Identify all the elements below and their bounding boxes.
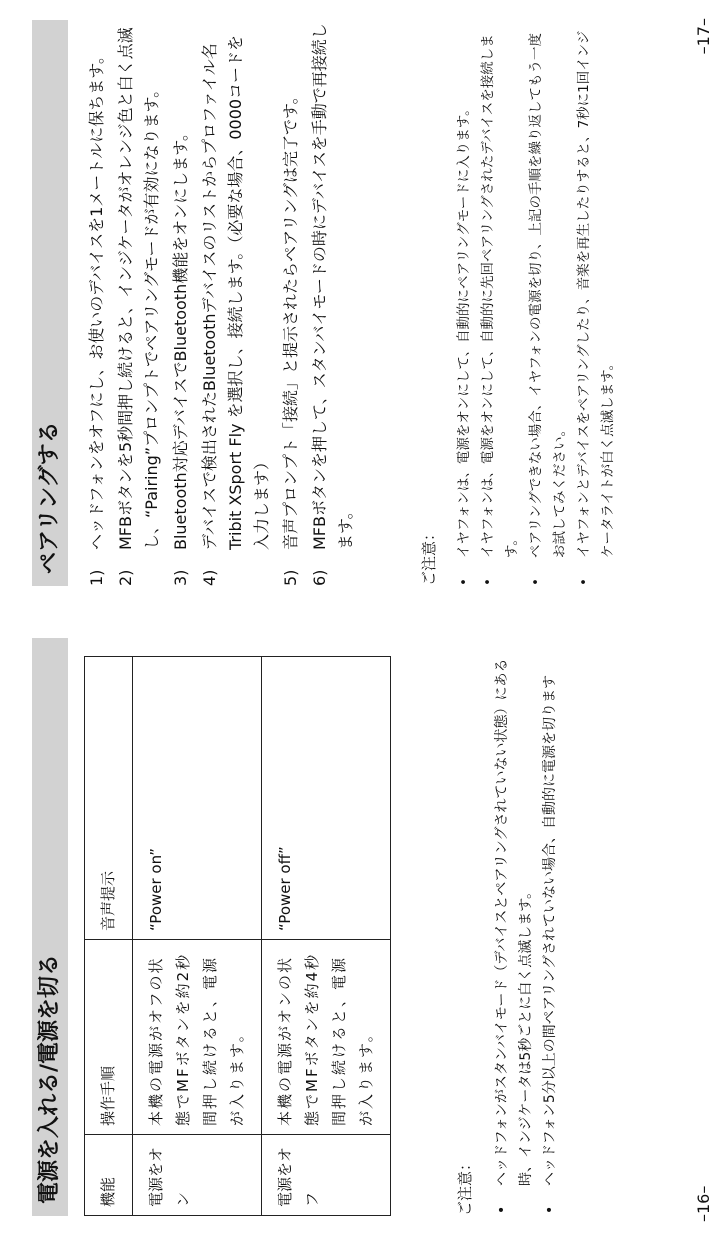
- cell-steps: 本機の電源がオフの状態でMFボタンを約2秒間押し続けると、電源が入ります。: [133, 940, 262, 1135]
- step-item: [307, 20, 359, 586]
- note-text: ペアリングできない場合、イヤフォンの電源を切り、上記の手順を繰り返してもう一度お試してみください。: [528, 32, 568, 558]
- table-row: [133, 657, 262, 1216]
- note-text: ヘッドフォンがスタンバイモード（デバイスとペアリングされていない状態）にある時、インジケータは5秒ごとに白く点滅します。: [494, 658, 534, 1186]
- page-17: [0, 0, 727, 616]
- bullet-icon: •: [542, 1205, 558, 1214]
- header-steps: 操作手順: [85, 940, 133, 1135]
- step-item: [84, 20, 110, 586]
- bullet-icon: •: [480, 578, 496, 586]
- note-item: [476, 28, 524, 588]
- page-16: [0, 616, 727, 1244]
- page-number: –17–: [694, 18, 713, 55]
- step-text: ヘッドフォンをオフにし、お使いのデバイスを1メートルに保ちます。: [87, 47, 106, 550]
- step-number: 2): [116, 569, 135, 586]
- bullet-icon: •: [494, 1205, 510, 1214]
- note-item: [538, 646, 562, 1216]
- section-title-power: 電源を入れる/電源を切る: [32, 638, 68, 1216]
- pairing-steps: [84, 20, 362, 586]
- note-heading: ご注意：: [456, 1155, 474, 1216]
- note-item: [524, 28, 572, 588]
- note-list: [490, 646, 562, 1216]
- step-text: MFBボタンを5秒間押し続けると、インジケータがオレンジ色と白く点滅し、“Pairing”プロンプトでペアリングモードが有効になります。: [116, 27, 161, 550]
- cell-function: 電源をオフ: [262, 1135, 391, 1216]
- step-text: デバイスで検出されたBluetoothデバイスのリストからプロファイル名 Tribit XSport Fly を選択し、接続します。（必要な場合、0000コードを入力します）: [200, 34, 271, 550]
- note-text: イヤフォンとデバイスをペアリングしたり、音楽を再生したりすると、7秒に1回インジケータライトが白く点滅します。: [576, 30, 616, 558]
- note-text: イヤフォンは、電源をオンにして、自動的にペアリングモードに入ります。: [456, 102, 472, 558]
- step-item: [197, 20, 275, 586]
- cell-steps: 本機の電源がオンの状態でMFボタンを約4秒間押し続けると、電源が入ります。: [262, 940, 391, 1135]
- step-number: 5): [281, 569, 300, 586]
- table-header-row: [85, 657, 133, 1216]
- step-item: [278, 20, 304, 586]
- note-heading: ご注意：: [420, 525, 438, 586]
- step-item: [113, 20, 165, 586]
- header-voice: 音声提示: [85, 657, 133, 940]
- note-text: ヘッドフォン5分以上の間ペアリングされていない場合、自動的に電源を切ります: [542, 675, 558, 1186]
- power-operation-table: [84, 656, 391, 1216]
- step-number: 3): [171, 569, 190, 586]
- table-row: [262, 657, 391, 1216]
- step-number: 6): [310, 569, 329, 586]
- note-item: [490, 646, 538, 1216]
- header-function: 機能: [85, 1135, 133, 1216]
- step-text: Bluetooth対応デバイスでBluetooth機能をオンにします。: [171, 125, 190, 550]
- step-number: 4): [200, 569, 219, 586]
- bullet-icon: •: [456, 578, 472, 586]
- note-item: [452, 28, 476, 588]
- section-title-pairing: ペアリングする: [32, 20, 68, 586]
- bullet-icon: •: [576, 578, 592, 586]
- step-text: 音声プロンプト「接続」と提示されたらペアリングは完了です。: [281, 88, 300, 550]
- note-item: [572, 28, 620, 588]
- cell-function: 電源をオン: [133, 1135, 262, 1216]
- step-text: MFBボタンを押して、スタンバイモードの時にデバイスを手動で再接続します。: [310, 23, 355, 550]
- note-list: [452, 28, 620, 588]
- page-number: –16–: [694, 1185, 713, 1222]
- note-text: イヤフォンは、電源をオンにして、自動的に先回ペアリングされたデバイスを接続します。: [480, 34, 520, 558]
- cell-voice: “Power on”: [133, 657, 262, 940]
- step-item: [168, 20, 194, 586]
- bullet-icon: •: [528, 578, 544, 586]
- step-number: 1): [87, 569, 106, 586]
- cell-voice: “Power off”: [262, 657, 391, 940]
